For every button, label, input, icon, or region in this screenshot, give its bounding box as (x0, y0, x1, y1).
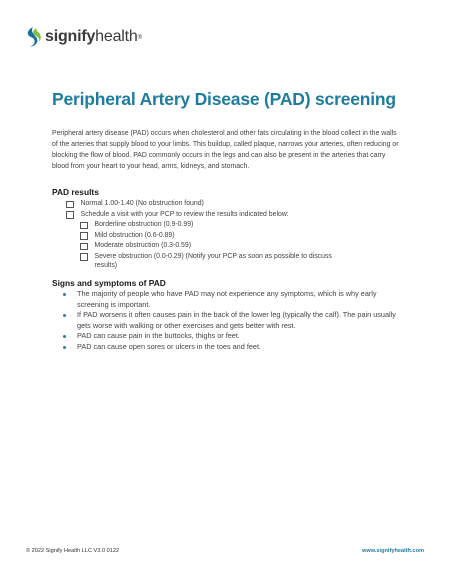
checkbox-icon[interactable] (80, 243, 88, 251)
result-suboption-label: Mild obstruction (0.6-0.89) (94, 231, 175, 239)
result-suboption-label: Severe obstruction (0.0-0.29) (Notify your PCP as soon as possible to discuss results) (94, 252, 332, 269)
result-suboption-mild[interactable] (80, 231, 406, 240)
result-option-schedule[interactable] (66, 210, 406, 219)
signs-heading: Signs and symptoms of PAD (52, 278, 166, 288)
copyright-footer: © 2022 Signify Health LLC V3.0 0122 (26, 548, 120, 554)
list-item-text: PAD can cause pain in the buttocks, thighs or feet. (77, 331, 240, 341)
result-suboption-label: Moderate obstruction (0.3-0.59) (94, 242, 192, 249)
checkbox-icon[interactable] (80, 232, 88, 240)
signs-list (63, 289, 408, 353)
result-option-label: Schedule a visit with your PCP to review the results indicated below: (80, 210, 289, 218)
pad-results-list (66, 199, 406, 271)
list-item-text: The majority of people who have PAD may not experience any symptoms, which is why early screening is important. (77, 289, 377, 309)
checkbox-icon[interactable] (80, 253, 88, 261)
bullet-icon (63, 335, 66, 338)
result-suboption-severe[interactable] (80, 252, 406, 270)
checkbox-icon[interactable] (80, 222, 88, 230)
result-suboption-moderate[interactable] (80, 241, 406, 250)
checkbox-icon[interactable] (66, 211, 74, 219)
logo-mark-icon (24, 26, 42, 48)
website-link[interactable]: www.signifyhealth.com (362, 548, 424, 554)
pad-results-heading: PAD results (52, 187, 99, 197)
list-item (63, 331, 408, 342)
list-item (63, 342, 408, 353)
result-suboption-borderline[interactable] (80, 220, 406, 229)
bullet-icon (63, 314, 66, 317)
intro-paragraph: Peripheral artery disease (PAD) occurs when cholesterol and other fats circulating in the blood collect in the walls of the arteries that supply blood to your limbs. This buildup, called plaque, narrows your arteries, often reducing or blocking the flow of blood. PAD commonly occurs in the legs and can also be present in the arteries that carry blood from your heart to your head, arms, kidneys, and stomach. (52, 130, 399, 170)
result-option-label: Normal 1.00-1.40 (No obstruction found) (80, 200, 204, 207)
list-item (63, 310, 408, 331)
checkbox-icon[interactable] (66, 201, 74, 209)
list-item-text: If PAD worsens it often causes pain in the back of the lower leg (typically the calf). The pain usually gets worse with walking or other exercises and gets better with rest. (77, 310, 396, 330)
list-item-text: PAD can cause open sores or ulcers in the toes and feet. (77, 341, 262, 351)
bullet-icon (63, 346, 66, 349)
page-title: Peripheral Artery Disease (PAD) screening (52, 89, 396, 109)
signify-health-logo (24, 26, 142, 48)
logo-wordmark: signifyhealth® (45, 28, 142, 45)
result-suboption-label: Borderline obstruction (0.9-0.99) (94, 221, 194, 228)
bullet-icon (63, 293, 66, 296)
result-option-normal[interactable] (66, 199, 406, 208)
list-item (63, 289, 408, 310)
